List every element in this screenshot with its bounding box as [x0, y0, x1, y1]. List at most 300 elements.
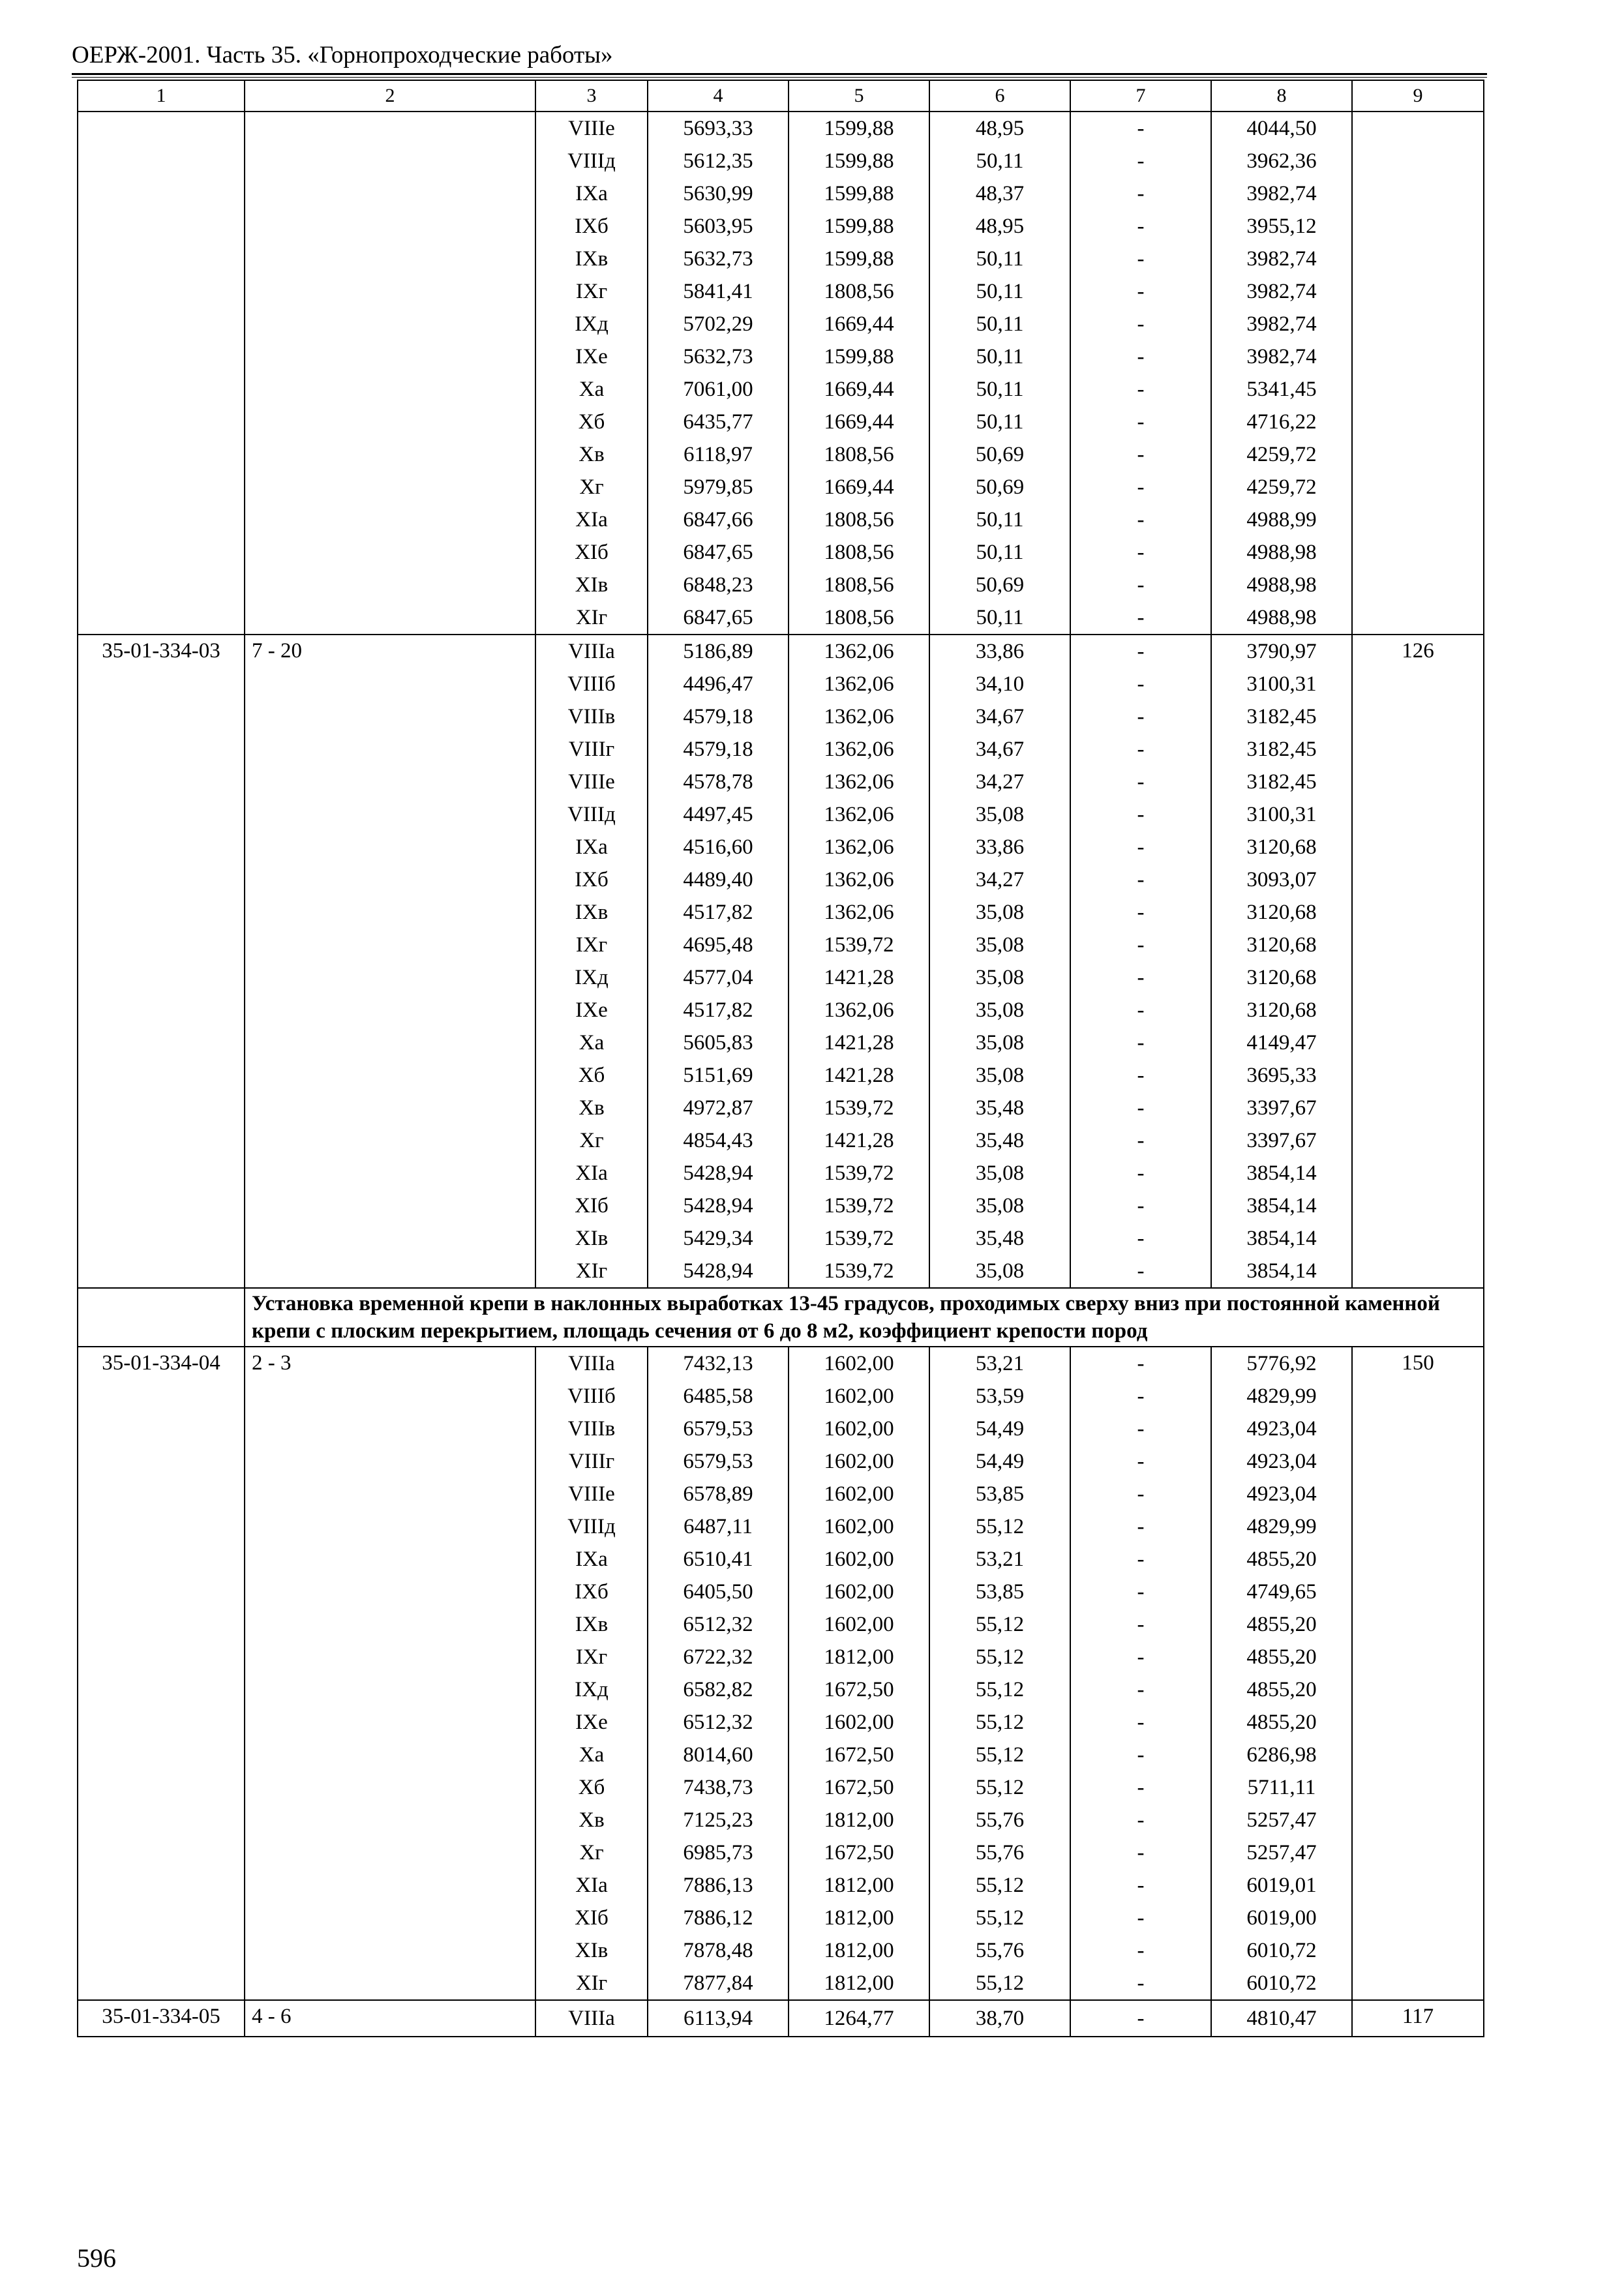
table-cell: 6578,89: [648, 1478, 789, 1510]
table-cell: -: [1070, 700, 1211, 733]
table-cell: -: [1070, 1478, 1211, 1510]
table-cell: 7877,84: [648, 1967, 789, 2000]
page-number: 596: [77, 2243, 116, 2273]
table-cell: 5693,33: [648, 112, 789, 145]
table-cell: -: [1070, 1576, 1211, 1608]
column-number-cell: 6: [929, 80, 1070, 112]
column-number-cell: 5: [789, 80, 929, 112]
table-cell: -: [1070, 308, 1211, 340]
table-cell: 4988,98: [1211, 536, 1352, 569]
table-cell: -: [1070, 896, 1211, 929]
table-cell: 7438,73: [648, 1771, 789, 1804]
table-cell: 5612,35: [648, 145, 789, 177]
table-cell: 6512,32: [648, 1706, 789, 1739]
table-cell: 6582,82: [648, 1673, 789, 1706]
table-cell: 1362,06: [789, 635, 929, 668]
table-cell: 1669,44: [789, 308, 929, 340]
table-cell: 4578,78: [648, 766, 789, 798]
table-cell: 4855,20: [1211, 1673, 1352, 1706]
price-table: [77, 80, 1484, 2037]
table-cell: 3982,74: [1211, 308, 1352, 340]
table-cell: 4855,20: [1211, 1543, 1352, 1576]
table-cell: XIб: [535, 1189, 648, 1222]
table-cell: 4695,48: [648, 929, 789, 961]
table-cell: 1669,44: [789, 406, 929, 438]
table-cell: -: [1070, 503, 1211, 536]
table-cell: -: [1070, 831, 1211, 863]
table-row: [78, 1347, 1484, 1380]
table-cell: 34,10: [929, 668, 1070, 700]
table-cell: 50,11: [929, 536, 1070, 569]
table-cell: 6286,98: [1211, 1739, 1352, 1771]
table-cell: -: [1070, 766, 1211, 798]
table-cell: -: [1070, 1092, 1211, 1124]
table-cell: 1602,00: [789, 1478, 929, 1510]
table-cell: VIIIд: [535, 145, 648, 177]
table-cell: 3982,74: [1211, 340, 1352, 373]
table-cell: 1264,77: [789, 2000, 929, 2037]
table-cell: -: [1070, 1026, 1211, 1059]
table-cell: 6579,53: [648, 1413, 789, 1445]
table-cell: 5428,94: [648, 1189, 789, 1222]
table-cell: 35,08: [929, 994, 1070, 1026]
table-cell: 3854,14: [1211, 1189, 1352, 1222]
table-cell: 55,12: [929, 1673, 1070, 1706]
table-cell: 3982,74: [1211, 243, 1352, 275]
table-cell: 35,08: [929, 896, 1070, 929]
table-cell: 55,12: [929, 1771, 1070, 1804]
table-cell: 5711,11: [1211, 1771, 1352, 1804]
table-cell: 54,49: [929, 1445, 1070, 1478]
table-cell: -: [1070, 1836, 1211, 1869]
table-cell: 4923,04: [1211, 1445, 1352, 1478]
table-cell: 5429,34: [648, 1222, 789, 1255]
table-cell: 4497,45: [648, 798, 789, 831]
table-cell: 4579,18: [648, 733, 789, 766]
table-cell: -: [1070, 1059, 1211, 1092]
table-cell: 7125,23: [648, 1804, 789, 1836]
table-cell: IXг: [535, 275, 648, 308]
table-cell: 1602,00: [789, 1445, 929, 1478]
table-cell: 1362,06: [789, 700, 929, 733]
table-cell: 50,11: [929, 503, 1070, 536]
table-cell: 4749,65: [1211, 1576, 1352, 1608]
table-cell: 1602,00: [789, 1543, 929, 1576]
table-cell: 3093,07: [1211, 863, 1352, 896]
item-quantity-cell: 4 - 6: [245, 2000, 535, 2037]
table-cell: IXв: [535, 1608, 648, 1641]
table-cell: IXа: [535, 831, 648, 863]
table-cell: 4044,50: [1211, 112, 1352, 145]
column-number-cell: 2: [245, 80, 535, 112]
table-cell: 50,11: [929, 340, 1070, 373]
table-cell: 5186,89: [648, 635, 789, 668]
table-cell: -: [1070, 243, 1211, 275]
table-cell: 1672,50: [789, 1739, 929, 1771]
table-cell: 1362,06: [789, 733, 929, 766]
table-cell: 1669,44: [789, 471, 929, 503]
table-cell: 6019,00: [1211, 1902, 1352, 1934]
table-cell: 4854,43: [648, 1124, 789, 1157]
table-cell: 1599,88: [789, 145, 929, 177]
table-cell: 5428,94: [648, 1157, 789, 1189]
table-cell: -: [1070, 1706, 1211, 1739]
table-cell: 3120,68: [1211, 961, 1352, 994]
table-cell: 3100,31: [1211, 798, 1352, 831]
table-cell: VIIIб: [535, 668, 648, 700]
table-cell: 1808,56: [789, 438, 929, 471]
table-cell: -: [1070, 1608, 1211, 1641]
table-cell: XIв: [535, 1222, 648, 1255]
table-body: [78, 80, 1484, 2037]
table-cell: 6435,77: [648, 406, 789, 438]
table-cell: XIб: [535, 536, 648, 569]
table-cell: Xа: [535, 373, 648, 406]
table-cell: 3854,14: [1211, 1157, 1352, 1189]
table-cell: 6010,72: [1211, 1934, 1352, 1967]
table-cell: 35,48: [929, 1092, 1070, 1124]
table-cell: XIг: [535, 1255, 648, 1288]
table-cell: 1808,56: [789, 275, 929, 308]
table-cell: 3120,68: [1211, 994, 1352, 1026]
table-cell: 6405,50: [648, 1576, 789, 1608]
table-cell: VIIIв: [535, 700, 648, 733]
table-cell: -: [1070, 1771, 1211, 1804]
table-cell: 55,12: [929, 1608, 1070, 1641]
table-cell: VIIIд: [535, 798, 648, 831]
table-cell: Xб: [535, 1059, 648, 1092]
table-cell: 6847,65: [648, 536, 789, 569]
table-cell: 48,95: [929, 112, 1070, 145]
table-cell: 5776,92: [1211, 1347, 1352, 1380]
table-cell: -: [1070, 1157, 1211, 1189]
column-number-cell: 8: [1211, 80, 1352, 112]
table-cell: 6847,66: [648, 503, 789, 536]
table-cell: 55,12: [929, 1641, 1070, 1673]
table-cell: 4829,99: [1211, 1510, 1352, 1543]
table-cell: 1602,00: [789, 1706, 929, 1739]
table-cell: 1602,00: [789, 1576, 929, 1608]
table-cell: 6010,72: [1211, 1967, 1352, 2000]
table-cell: 53,59: [929, 1380, 1070, 1413]
table-cell: 34,67: [929, 733, 1070, 766]
column-number-row: [78, 80, 1484, 112]
table-cell: 4855,20: [1211, 1641, 1352, 1673]
table-cell: 35,08: [929, 1255, 1070, 1288]
table-cell: 1812,00: [789, 1869, 929, 1902]
table-cell: 1672,50: [789, 1673, 929, 1706]
table-cell: -: [1070, 961, 1211, 994]
table-cell: Xб: [535, 406, 648, 438]
table-cell: -: [1070, 994, 1211, 1026]
table-cell: -: [1070, 2000, 1211, 2037]
table-cell: 50,11: [929, 243, 1070, 275]
table-cell: 5428,94: [648, 1255, 789, 1288]
table-cell: 1599,88: [789, 243, 929, 275]
table-cell: 4579,18: [648, 700, 789, 733]
table-cell: 1421,28: [789, 961, 929, 994]
item-code-cell: 35-01-334-03: [78, 635, 245, 1288]
table-cell: 50,11: [929, 145, 1070, 177]
table-cell: Xг: [535, 471, 648, 503]
table-cell: -: [1070, 210, 1211, 243]
table-cell: 1812,00: [789, 1641, 929, 1673]
table-cell: 35,48: [929, 1124, 1070, 1157]
table-cell: Xв: [535, 1092, 648, 1124]
table-cell: 1672,50: [789, 1771, 929, 1804]
table-cell: XIв: [535, 1934, 648, 1967]
table-cell: Xа: [535, 1739, 648, 1771]
column-number-cell: 3: [535, 80, 648, 112]
table-cell: -: [1070, 1413, 1211, 1445]
table-cell: IXд: [535, 308, 648, 340]
table-cell: -: [1070, 1543, 1211, 1576]
table-cell: 3120,68: [1211, 929, 1352, 961]
table-cell: 7432,13: [648, 1347, 789, 1380]
table-cell: 4923,04: [1211, 1413, 1352, 1445]
table-cell: Xб: [535, 1771, 648, 1804]
table-cell: 5605,83: [648, 1026, 789, 1059]
table-cell: 6485,58: [648, 1380, 789, 1413]
table-cell: -: [1070, 177, 1211, 210]
table-cell: 5341,45: [1211, 373, 1352, 406]
table-cell: 5702,29: [648, 308, 789, 340]
table-cell: 3182,45: [1211, 733, 1352, 766]
table-cell: Xг: [535, 1124, 648, 1157]
table-cell: 1672,50: [789, 1836, 929, 1869]
table-cell: 3854,14: [1211, 1255, 1352, 1288]
table-cell: 4516,60: [648, 831, 789, 863]
table-cell: 5630,99: [648, 177, 789, 210]
section-title-row: [78, 1288, 1484, 1347]
item-quantity-cell: 2 - 3: [245, 1347, 535, 2000]
table-cell: IXе: [535, 994, 648, 1026]
table-cell: 1599,88: [789, 340, 929, 373]
section-title: Установка временной крепи в наклонных выработках 13-45 градусов, проходимых сверху вниз при постоянной каменной крепи с плоским перекрытием, площадь сечения от 6 до 8 м2, коэффициент крепости пород: [245, 1288, 1484, 1347]
table-cell: VIIIе: [535, 1478, 648, 1510]
table-cell: IXе: [535, 340, 648, 373]
column-number-cell: 7: [1070, 80, 1211, 112]
table-cell: 38,70: [929, 2000, 1070, 2037]
table-cell: -: [1070, 798, 1211, 831]
table-cell: 7886,13: [648, 1869, 789, 1902]
table-cell: -: [1070, 1934, 1211, 1967]
table-cell: IXб: [535, 210, 648, 243]
table-cell: Xв: [535, 1804, 648, 1836]
table-cell: 4259,72: [1211, 438, 1352, 471]
table-cell: -: [1070, 1869, 1211, 1902]
table-cell: -: [1070, 112, 1211, 145]
table-cell: 1362,06: [789, 994, 929, 1026]
table-cell: 53,21: [929, 1543, 1070, 1576]
table-cell: VIIIа: [535, 635, 648, 668]
table-cell: 48,95: [929, 210, 1070, 243]
table-cell: 6019,01: [1211, 1869, 1352, 1902]
table-cell: 1602,00: [789, 1608, 929, 1641]
table-cell: 35,48: [929, 1222, 1070, 1255]
section-title-spacer: [78, 1288, 245, 1347]
table-cell: Xв: [535, 438, 648, 471]
table-cell: -: [1070, 1255, 1211, 1288]
table-cell: 55,76: [929, 1836, 1070, 1869]
column-number-cell: 4: [648, 80, 789, 112]
table-cell: 7886,12: [648, 1902, 789, 1934]
table-cell: 50,11: [929, 308, 1070, 340]
table-cell: 4259,72: [1211, 471, 1352, 503]
table-cell: 1669,44: [789, 373, 929, 406]
table-cell: VIIIб: [535, 1380, 648, 1413]
table-cell: 35,08: [929, 961, 1070, 994]
table-cell: 6487,11: [648, 1510, 789, 1543]
table-cell: -: [1070, 373, 1211, 406]
table-cell: 1539,72: [789, 929, 929, 961]
table-cell: 35,08: [929, 1059, 1070, 1092]
table-cell: 35,08: [929, 1189, 1070, 1222]
item-norm-cell: 126: [1352, 635, 1484, 1288]
table-cell: -: [1070, 1222, 1211, 1255]
table-cell: 33,86: [929, 635, 1070, 668]
table-cell: 1362,06: [789, 798, 929, 831]
table-cell: 4829,99: [1211, 1380, 1352, 1413]
table-cell: 4149,47: [1211, 1026, 1352, 1059]
table-cell: 34,27: [929, 766, 1070, 798]
table-cell: 3182,45: [1211, 700, 1352, 733]
table-cell: -: [1070, 1673, 1211, 1706]
table-cell: 3982,74: [1211, 275, 1352, 308]
table-cell: -: [1070, 340, 1211, 373]
table-cell: 50,11: [929, 275, 1070, 308]
table-cell: -: [1070, 406, 1211, 438]
table-cell: 1539,72: [789, 1222, 929, 1255]
table-cell: 3790,97: [1211, 635, 1352, 668]
table-cell: 34,27: [929, 863, 1070, 896]
table-cell: -: [1070, 929, 1211, 961]
table-cell: 55,12: [929, 1967, 1070, 2000]
item-norm-cell: [1352, 112, 1484, 635]
table-row: [78, 635, 1484, 668]
table-cell: 1421,28: [789, 1026, 929, 1059]
table-cell: 53,85: [929, 1478, 1070, 1510]
table-cell: 4577,04: [648, 961, 789, 994]
table-cell: 35,08: [929, 1157, 1070, 1189]
table-cell: 6512,32: [648, 1608, 789, 1641]
table-cell: 6510,41: [648, 1543, 789, 1576]
table-cell: 5979,85: [648, 471, 789, 503]
table-cell: 1539,72: [789, 1092, 929, 1124]
table-cell: 3100,31: [1211, 668, 1352, 700]
table-cell: 8014,60: [648, 1739, 789, 1771]
table-cell: 4489,40: [648, 863, 789, 896]
item-code-cell: [78, 112, 245, 635]
table-cell: 1362,06: [789, 668, 929, 700]
table-cell: 1539,72: [789, 1255, 929, 1288]
table-cell: -: [1070, 569, 1211, 601]
column-number-cell: 9: [1352, 80, 1484, 112]
table-cell: 1602,00: [789, 1413, 929, 1445]
table-cell: -: [1070, 1641, 1211, 1673]
table-cell: 33,86: [929, 831, 1070, 863]
table-cell: 34,67: [929, 700, 1070, 733]
table-cell: 5151,69: [648, 1059, 789, 1092]
table-cell: 3982,74: [1211, 177, 1352, 210]
table-cell: VIIIв: [535, 1413, 648, 1445]
table-cell: 55,12: [929, 1706, 1070, 1739]
table-cell: 50,69: [929, 438, 1070, 471]
table-cell: 53,85: [929, 1576, 1070, 1608]
table-cell: XIв: [535, 569, 648, 601]
table-cell: 55,12: [929, 1869, 1070, 1902]
table-cell: 3120,68: [1211, 831, 1352, 863]
table-cell: 1421,28: [789, 1124, 929, 1157]
table-cell: IXв: [535, 243, 648, 275]
header-rule-thick: [72, 73, 1487, 75]
table-cell: 6113,94: [648, 2000, 789, 2037]
table-cell: -: [1070, 145, 1211, 177]
table-cell: VIIIе: [535, 766, 648, 798]
table-cell: IXа: [535, 177, 648, 210]
item-quantity-cell: 7 - 20: [245, 635, 535, 1288]
table-cell: 1539,72: [789, 1189, 929, 1222]
table-cell: 1808,56: [789, 569, 929, 601]
table-cell: 5603,95: [648, 210, 789, 243]
table-cell: -: [1070, 536, 1211, 569]
page-header-title: ОЕРЖ-2001. Часть 35. «Горнопроходческие работы»: [72, 42, 613, 68]
table-cell: 50,11: [929, 601, 1070, 635]
table-cell: 6847,65: [648, 601, 789, 635]
table-cell: VIIIа: [535, 2000, 648, 2037]
table-cell: -: [1070, 1804, 1211, 1836]
table-cell: 4988,99: [1211, 503, 1352, 536]
table-cell: 4988,98: [1211, 569, 1352, 601]
table-cell: IXг: [535, 929, 648, 961]
table-cell: -: [1070, 1347, 1211, 1380]
table-cell: -: [1070, 1380, 1211, 1413]
table-cell: 4855,20: [1211, 1706, 1352, 1739]
table-cell: 55,12: [929, 1510, 1070, 1543]
table-cell: 1808,56: [789, 601, 929, 635]
table-cell: 6118,97: [648, 438, 789, 471]
table-cell: 50,69: [929, 471, 1070, 503]
table-cell: -: [1070, 438, 1211, 471]
table-cell: -: [1070, 1445, 1211, 1478]
table-cell: -: [1070, 635, 1211, 668]
table-cell: 5632,73: [648, 340, 789, 373]
table-cell: IXв: [535, 896, 648, 929]
table-cell: 3962,36: [1211, 145, 1352, 177]
table-cell: 4855,20: [1211, 1608, 1352, 1641]
table-cell: 1421,28: [789, 1059, 929, 1092]
table-cell: 1812,00: [789, 1804, 929, 1836]
table-cell: 5841,41: [648, 275, 789, 308]
table-cell: 54,49: [929, 1413, 1070, 1445]
table-cell: -: [1070, 1967, 1211, 2000]
table-cell: 1539,72: [789, 1157, 929, 1189]
table-cell: 4810,47: [1211, 2000, 1352, 2037]
table-cell: 55,76: [929, 1934, 1070, 1967]
table-cell: 6985,73: [648, 1836, 789, 1869]
table-cell: VIIIг: [535, 1445, 648, 1478]
table-cell: -: [1070, 471, 1211, 503]
table-cell: 50,11: [929, 373, 1070, 406]
table-cell: VIIIе: [535, 112, 648, 145]
table-cell: VIIIа: [535, 1347, 648, 1380]
table-cell: IXб: [535, 863, 648, 896]
table-cell: 1599,88: [789, 112, 929, 145]
table-cell: 6579,53: [648, 1445, 789, 1478]
item-code-cell: 35-01-334-05: [78, 2000, 245, 2037]
table-cell: 35,08: [929, 929, 1070, 961]
table-cell: -: [1070, 1739, 1211, 1771]
